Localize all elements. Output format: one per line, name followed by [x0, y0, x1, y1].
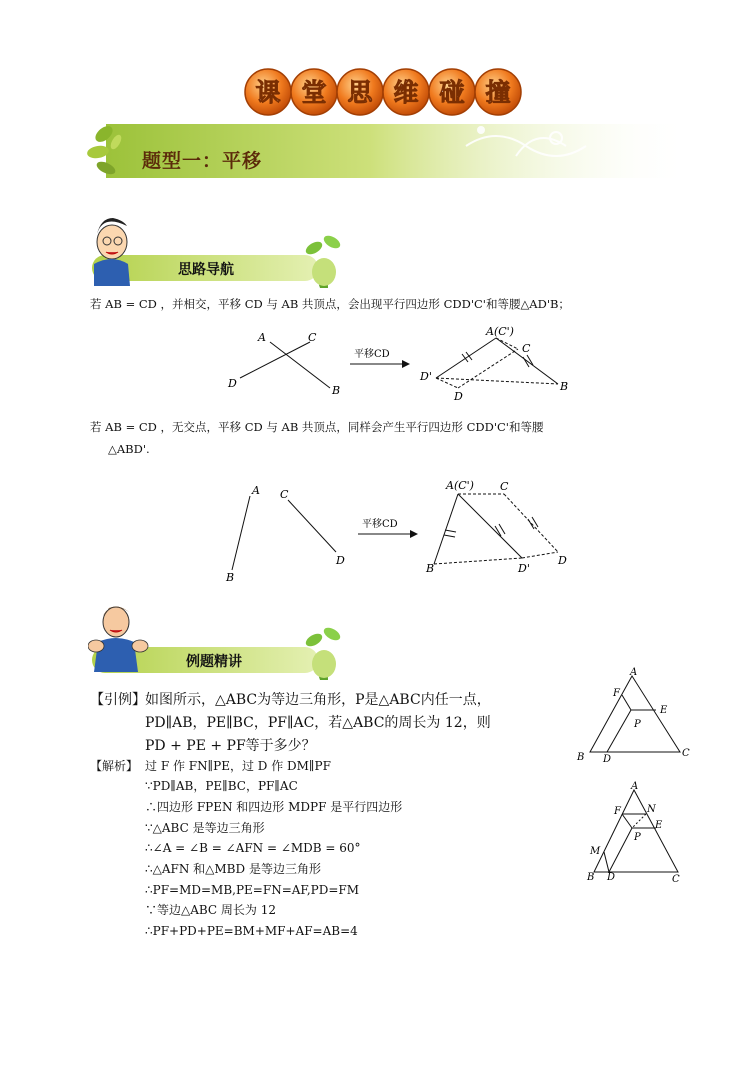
banner-char: 课	[255, 78, 281, 107]
label-B: B	[587, 872, 595, 883]
label-C: C	[500, 480, 509, 493]
example-line2: PD∥AB，PE∥BC，PF∥AC，若△ABC的周长为 12，则	[145, 715, 491, 731]
segment-AB	[270, 342, 330, 388]
label-D: D	[558, 554, 567, 567]
figure-triangle-auxiliary	[578, 778, 694, 886]
solution-line: ∴PF=MD=MB,PE=FN=AF,PD=FM	[145, 883, 360, 897]
segment-CD	[240, 342, 310, 378]
label-A: A	[258, 331, 266, 344]
banner-ball	[429, 69, 475, 115]
arrow-label: 平移CD	[354, 349, 390, 360]
label-F: F	[614, 806, 621, 817]
label-D: D	[607, 872, 616, 883]
label-P: P	[634, 719, 641, 730]
label-D1: D'	[420, 370, 432, 383]
label-AC: A(C')	[486, 325, 514, 338]
banner-ball	[383, 69, 429, 115]
label-A: A	[630, 667, 638, 678]
banner-ball	[475, 69, 521, 115]
arrow-label: 平移CD	[362, 519, 398, 530]
label-P: P	[634, 832, 641, 843]
banner-ball	[337, 69, 383, 115]
example-header-art	[88, 602, 358, 684]
arrow-icon	[358, 530, 418, 538]
case2-line1: 若 AB = CD ，无交点，平移 CD 与 AB 共顶点，同样会产生平行四边形 CDD'C'和等腰	[90, 420, 544, 434]
label-D: D	[228, 377, 237, 390]
label-D: D	[603, 754, 612, 765]
label-D: D	[336, 554, 345, 567]
solution-line: ∴四边形 FPEN 和四边形 MDPF 是平行四边形	[145, 800, 403, 814]
label-C: C	[672, 874, 680, 885]
label-C: C	[308, 331, 317, 344]
label-B: B	[577, 752, 585, 763]
triangle-ABC	[594, 790, 678, 872]
label-N: N	[647, 804, 656, 815]
example-header-title: 例题精讲	[186, 654, 242, 670]
label-E: E	[660, 705, 668, 716]
segment-AB	[232, 496, 250, 570]
banner-char: 碰	[439, 78, 465, 107]
label-D1: D'	[518, 562, 530, 575]
figure-triangle-p	[570, 664, 700, 766]
segment-AD1	[436, 338, 496, 378]
banner-char: 维	[393, 78, 419, 107]
segment-AB2	[434, 494, 458, 564]
guide-header-art	[88, 212, 358, 292]
label-B: B	[426, 562, 435, 575]
example-line1: 如图所示，△ABC为等边三角形，P是△ABC内任一点，	[145, 692, 491, 708]
solution-line: ∵△ABC 是等边三角形	[145, 821, 265, 835]
solution-tag: 【解析】	[90, 759, 139, 773]
section-title: 题型一：平移	[142, 150, 263, 172]
arrow-icon	[350, 360, 410, 368]
page-banner	[0, 62, 756, 122]
label-F: F	[613, 688, 620, 699]
case1-text: 若 AB = CD ，并相交，平移 CD 与 AB 共顶点，会出现平行四边形 CDD'C'和等腰△AD'B；	[90, 297, 570, 311]
cartoon-teacher-icon	[94, 218, 130, 286]
label-E: E	[655, 820, 663, 831]
banner-ball	[291, 69, 337, 115]
label-B: B	[560, 380, 569, 393]
solution-line: ∵等边△ABC 周长为 12	[145, 903, 277, 917]
solution-line: ∴△AFN 和△MBD 是等边三角形	[145, 862, 321, 876]
label-C: C	[522, 342, 531, 355]
label-M: M	[590, 846, 601, 857]
banner-char: 堂	[301, 78, 327, 107]
label-AC: A(C')	[446, 479, 474, 492]
segment-CD	[288, 500, 336, 552]
banner-ball	[245, 69, 291, 115]
guide-title: 思路导航	[178, 262, 234, 278]
label-C: C	[280, 488, 289, 501]
label-D: D	[454, 390, 463, 403]
banner-char: 撞	[485, 78, 511, 107]
solution-line: ∴PF+PD+PE=BM+MF+AF=AB=4	[145, 924, 358, 938]
example-line3: PD + PE + PF等于多少？	[145, 738, 316, 754]
label-B: B	[332, 384, 341, 397]
label-B: B	[226, 571, 235, 584]
label-A: A	[631, 781, 639, 792]
label-A: A	[252, 484, 260, 497]
figure-translation-nonintersecting	[218, 474, 578, 586]
solution-line: 过 F 作 FN∥PE，过 D 作 DM∥PF	[145, 759, 331, 773]
case2-line2: △ABD'.	[108, 442, 150, 456]
figure-translation-intersecting	[220, 322, 580, 404]
label-C: C	[682, 748, 690, 759]
banner-char: 思	[347, 78, 373, 107]
solution-line: ∴∠A = ∠B = ∠AFN = ∠MDB = 60°	[145, 841, 361, 855]
solution-line: ∵PD∥AB，PE∥BC，PF∥AC	[145, 779, 298, 793]
example-tag: 【引例】	[90, 692, 146, 708]
